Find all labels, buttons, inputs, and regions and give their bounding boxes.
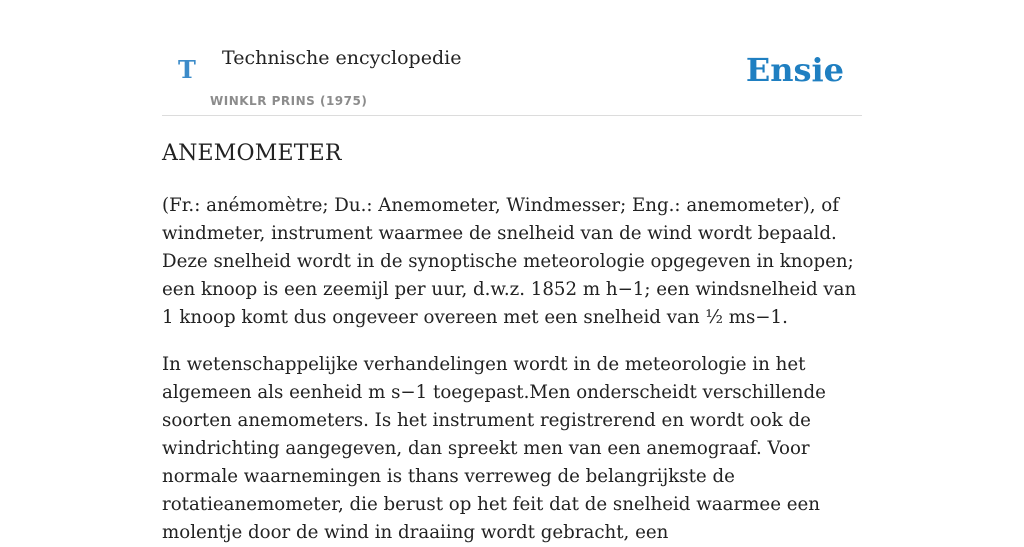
entry-paragraph: (Fr.: anémomètre; Du.: Anemometer, Windmesser; Eng.: anemometer), of windmeter, instrument waarmee de snelheid van de wind wordt bepaald. Deze snelheid wordt in de synoptische meteorologie opgegeven in knopen; een knoop is een zeemijl per uur, d.w.z. 1852 m h−1; een windsnelheid van 1 knoop komt dus ongeveer overeen met een snelheid van ½ ms−1. [162, 195, 857, 328]
book-title-link[interactable]: Technische encyclopedie [222, 47, 462, 69]
article-container [162, 0, 862, 543]
entry-paragraph: In wetenschappelijke verhandelingen wordt in de meteorologie in het algemeen als eenheid m s−1 toegepast.Men onderscheidt verschillende soorten anemometers. Is het instrument registrerend en wordt ook de windrichting aangegeven, dan spreekt men van een anemograaf. Voor normale waarnemingen is thans verreweg de belangrijkste de rotatieanemometer, die berust op het feit dat de snelheid waarmee een molentje door de wind in draaiing wordt gebracht, een [162, 354, 826, 543]
page-header [162, 0, 862, 116]
brand-logo[interactable]: Ensie [745, 51, 844, 89]
book-subtitle: WINKLR PRINS (1975) [210, 94, 368, 108]
entry-title: ANEMOMETER [162, 141, 342, 166]
book-initial-icon[interactable]: T [178, 55, 196, 84]
